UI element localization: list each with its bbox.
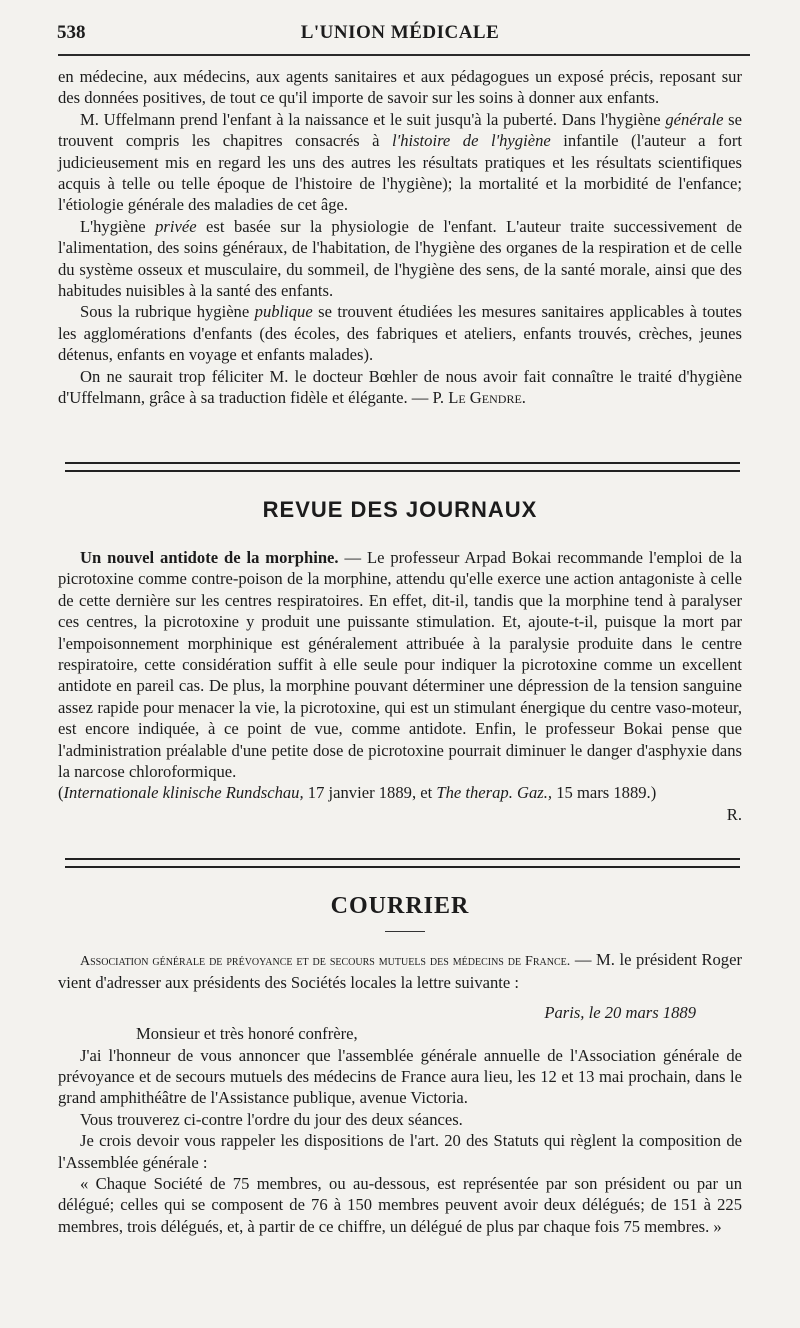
review-paragraph-4 [58, 301, 742, 365]
journaux-section [58, 547, 742, 825]
revue-des-journaux-title: REVUE DES JOURNAUX [262, 497, 538, 522]
article-signature: R. [726, 804, 742, 824]
review-paragraph-1: en médecine, aux médecins, aux agents sanitaires et aux pédagogues un exposé précis, reposant sur des données positives, de tout ce qu'il importe de savoir sur les soins à donner aux enfants. [58, 67, 742, 108]
ref-open: ( [58, 783, 64, 803]
letter-greeting: Monsieur et très honoré confrère, [136, 1024, 358, 1044]
journaux-article [58, 547, 742, 782]
association-heading: Association générale de prévoyance et de secours mutuels des médecins de France. [80, 954, 571, 969]
section-divider-2 [65, 858, 740, 868]
article-body: — Le professeur Arpad Bokai recommande l'emploi de la picrotoxine comme contre-poison de la morphine, attendu qu'elle exerce une action antagoniste à celle de cette dernière sur les centres respiratoires. En effet, dit-il, tandis que la morphine tend à paralyser ces centres, la picrotoxine y produit une puissante stimulation. Et, ajoute-t-il, puisque la mort par l'empoisonnement morphinique est généralement attribuée à la paralysie produite dans le centre respiratoire, cette considération suffit à elle seule pour indiquer la picrotoxine comme un excellent antidote en pareil cas. De plus, la morphine pouvant déterminer une dépression de la tension sanguine assez rapide pour menacer la vie, la picrotoxine, qui est un stimulant énergique du centre vaso-moteur, est encore indiquée, à ce point de vue, comme antidote. Enfin, le professeur Bokai pense que l'administration préalable d'une petite dose de picrotoxine pourrait diminuer le danger d'asphyxie dans la narcose chloroformique. [58, 548, 743, 782]
courrier-title: COURRIER [330, 893, 470, 919]
article-title: Un nouvel antidote de la morphine. [80, 548, 339, 567]
ref-end: 15 mars 1889.) [552, 783, 657, 803]
review-paragraph-3 [58, 216, 742, 302]
letter-paragraph-3: Je crois devoir vous rappeler les dispositions de l'art. 20 des Statuts qui règlent la composition de l'Assemblée générale : [58, 1131, 742, 1172]
review-p2-italic-history: l'histoire de l'hygiène [392, 131, 551, 151]
letter-paragraph-2: Vous trouverez ci-contre l'ordre du jour des deux séances. [80, 1109, 463, 1129]
courrier-intro [58, 949, 742, 994]
ref-mid: 17 janvier 1889, et [303, 783, 437, 803]
courrier-title-rule [385, 931, 425, 932]
review-p3-text-a: L'hygiène [80, 216, 156, 236]
letter-paragraph-1: J'ai l'honneur de vous annoncer que l'assemblée générale annuelle de l'Association générale de prévoyance et de secours mutuels des médecins de France aura lieu, les 12 et 13 mai prochain, dans le grand amphithéâtre de l'Assistance publique, avenue Victoria. [58, 1045, 742, 1108]
letter-date: Paris, le 20 mars 1889 [544, 1002, 696, 1022]
review-p4-text-a: Sous la rubrique hygiène [80, 302, 255, 322]
article-references [58, 782, 742, 803]
courrier-section [58, 949, 742, 1237]
review-p2-text-b: se trouvent compris les chapitres consacrés à [58, 109, 742, 151]
review-p2-italic-general: générale [665, 109, 724, 129]
review-paragraph-2 [58, 109, 742, 216]
letter-paragraph-4: « Chaque Société de 75 membres, ou au-dessous, est représentée par son président ou par un délégué; celles qui se composent de 76 à 150 membres peuvent avoir deux délégués; de 151 à 225 membres, trois délégués, et, à partir de ce chiffre, un délégué de plus par chaque fois 75 membres. » [58, 1174, 742, 1236]
review-p3-italic-privee: privée [155, 216, 197, 236]
review-section [58, 66, 742, 409]
running-title: L'UNION MÉDICALE [300, 22, 500, 43]
association-intro: — M. le président Roger vient d'adresser aux présidents des Sociétés locales la lettre suivante : [58, 950, 742, 993]
section-divider-1 [65, 462, 740, 472]
ref-source-2: The therap. Gaz., [436, 783, 553, 803]
review-author-signature: Le Gendre. [448, 388, 526, 408]
review-p2-text-c: infantile (l'auteur a fort judicieusement mis en regard les uns des autres les résultats pratiques et les résultats scientifiques acquis à telle ou telle époque de l'histoire de l'hygiène); la mortalité et la morbidité de l'enfance; l'étiologie générale des maladies de cet âge. [58, 131, 742, 215]
review-p4-italic-publique: publique [254, 302, 313, 322]
review-paragraph-5 [58, 366, 742, 409]
page-header [0, 0, 800, 60]
ref-source-1: Internationale klinische Rundschau, [63, 783, 304, 803]
page-number: 538 [57, 22, 86, 43]
header-rule [58, 54, 750, 56]
review-p5-text: On ne saurait trop féliciter M. le docteur Bœhler de nous avoir fait connaître le traité d'hygiène d'Uffelmann, grâce à sa traduction fidèle et élégante. — P. [58, 366, 742, 408]
review-p4-text-b: se trouvent étudiées les mesures sanitaires applicables à toutes les agglomérations d'enfants (des écoles, des fabriques et ateliers, enfants trouvés, crèches, jeunes détenus, enfants en voyage et enfants malades). [58, 302, 742, 365]
review-p2-text-a: M. Uffelmann prend l'enfant à la naissance et le suit jusqu'à la puberté. Dans l'hygiène [80, 109, 666, 129]
review-p3-text-b: est basée sur la physiologie de l'enfant. L'auteur traite successivement de l'alimentation, des soins généraux, de l'habitation, de l'hygiène des organes de la respiration et de celle du système osseux et musculaire, du sommeil, de l'hygiène des sens, de la santé morale, ainsi que des habitudes nuisibles à la santé des enfants. [58, 216, 743, 301]
